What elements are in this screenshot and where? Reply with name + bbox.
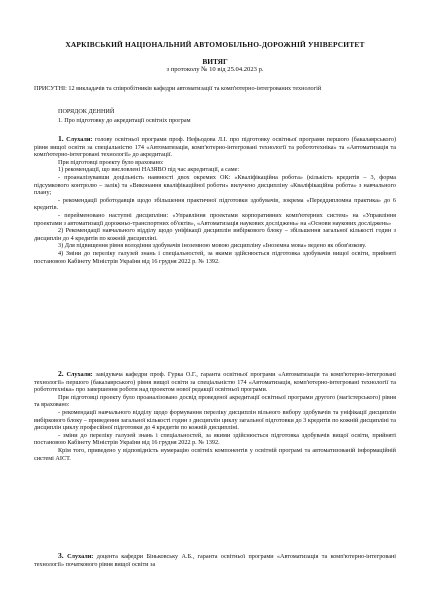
section-1-para: 4) Зміни до переліку галузей знань і спеціальностей, за якими здійснюється підготовка здобувачів вищої освіти, прийняті постановою Кабінету Міністрів України від 16 грудня 2022 р. № 1392. bbox=[34, 249, 396, 265]
section-2-heard-label: Слухали: bbox=[66, 371, 93, 378]
section-2-para: При підготовці проекту було проаналізовано досвід проведеної акредитації освітньої програми другого (магістерського) рівня та враховано: bbox=[34, 393, 396, 409]
section-2-number: 2. bbox=[58, 369, 64, 378]
section-1-para: При підготовці проекту було враховано: bbox=[58, 158, 164, 166]
section-2 bbox=[34, 370, 396, 462]
section-1-para: - проаналізувавши доцільність наявності двох окремих ОК: «Кваліфікаційна робота» (кількість кредитів – 3, форма підсумкового контролю – залік) та «Виконання кваліфікаційної роботи» вилучено дисципліну «Кваліфікаційна робота» з навчального плану; bbox=[34, 173, 396, 197]
section-3 bbox=[34, 552, 396, 568]
agenda-item: 1. Про підготовку до акредитації освітніх програм bbox=[58, 117, 191, 124]
section-3-number: 3. bbox=[58, 551, 64, 560]
section-3-heard bbox=[34, 552, 396, 568]
section-2-heard bbox=[34, 370, 396, 394]
section-2-para: - зміни до переліку галузей знань і спеціальностей, за якими здійснюється підготовка здобувачів вищої освіти, прийняті постановою Кабінету Міністрів України від 16 грудня 2022 р. № 1392. bbox=[34, 431, 396, 447]
document-title: ВИТЯГ bbox=[202, 57, 228, 66]
section-1-para: - перейменовано наступні дисципліни: «Управління проектами корпоративних комп'ютерних систем» на «Управління проектами з автоматизації дорожньо-транспортних об'єктів», «Автоматизація наукових досліджень» на «Основи наукових досліджень» bbox=[34, 211, 396, 227]
present-line: ПРИСУТНІ: 12 викладачів та співробітників кафедри автоматизації та комп'ютерно-інтегрованих технологій bbox=[34, 85, 322, 92]
protocol-line: з протоколу № 10 від 25.04.2023 р. bbox=[166, 66, 264, 73]
section-3-heard-label: Слухали: bbox=[67, 553, 94, 560]
section-2-para: Крім того, приведено у відповідність нумерацію освітніх компонентів у освітній програмі та автоматизованій інформаційній системі АІСТ. bbox=[34, 446, 396, 462]
section-2-para: - рекомендації навчального відділу щодо формування переліку дисциплін вільного вибору здобувачів та уніфікації дисциплін вибіркового блоку – приведення загальної кількості годин з дисциплін циклу загальної підготовки до 3 кредитів по кожній дисципліні та дисциплін циклу професійної підготовки до 4 кредитів по кожній дисципліні. bbox=[34, 408, 396, 432]
section-1-para: 3) Для підвищення рівня володіння здобувачів іноземною мовою дисципліну «Іноземна мова» ведено як обов'язкову. bbox=[58, 242, 367, 250]
agenda-title: ПОРЯДОК ДЕННИЙ bbox=[58, 108, 115, 115]
section-1-heard-label: Слухали: bbox=[66, 136, 93, 143]
section-1-heard bbox=[34, 135, 396, 159]
section-1-para: 1) рекомендації, що висловлені НАЗЯВО під час акредитації, а саме: bbox=[58, 166, 240, 174]
section-3-text: доцента кафедри Біньковську А.Б., гаранта освітньої програми «Автоматизація та комп'ютерно-інтегровані технології» початкового рівня вищої освіти за bbox=[34, 553, 396, 568]
section-1-para: - рекомендації роботодавців щодо збільшення практичної підготовки здобувачів, зокрема «Переддипломна практика» до 6 кредитів. bbox=[34, 196, 396, 212]
section-1 bbox=[34, 135, 396, 265]
section-1-para: 2) Рекомендації навчального відділу щодо уніфікації дисциплін вибіркового блоку – збільшення загальної кількості годин з дисциплін до 4 кредитів по кожній дисципліні. bbox=[34, 227, 396, 242]
section-1-text: голову освітньої програми проф. Нефьодова Л.І. про підготовку освітньої програми першого (бакалаврського) рівня вищої освіти за спеціальністю 174 «Автоматизація, комп'ютерно-інтегровані технології та робототехніка» та «Автоматизація та комп'ютерно-інтегровані технології» до акредитації. bbox=[34, 136, 397, 159]
section-1-number: 1. bbox=[58, 134, 64, 143]
section-2-text: завідувача кафедри проф. Гурка О.Г., гаранта освітньої програми «Автоматизація та комп'ютерно-інтегровані технології» першого (бакалаврського) рівня вищої освіти за спеціальністю 174 «Автоматизація, комп'ютерно-інтегровані технології та робототехніка» про завершення роботи над проектом нової редакції освітньої програми. bbox=[34, 371, 397, 394]
university-name: ХАРКІВСЬКИЙ НАЦІОНАЛЬНИЙ АВТОМОБІЛЬНО-ДОРОЖНІЙ УНІВЕРСИТЕТ bbox=[65, 40, 365, 49]
